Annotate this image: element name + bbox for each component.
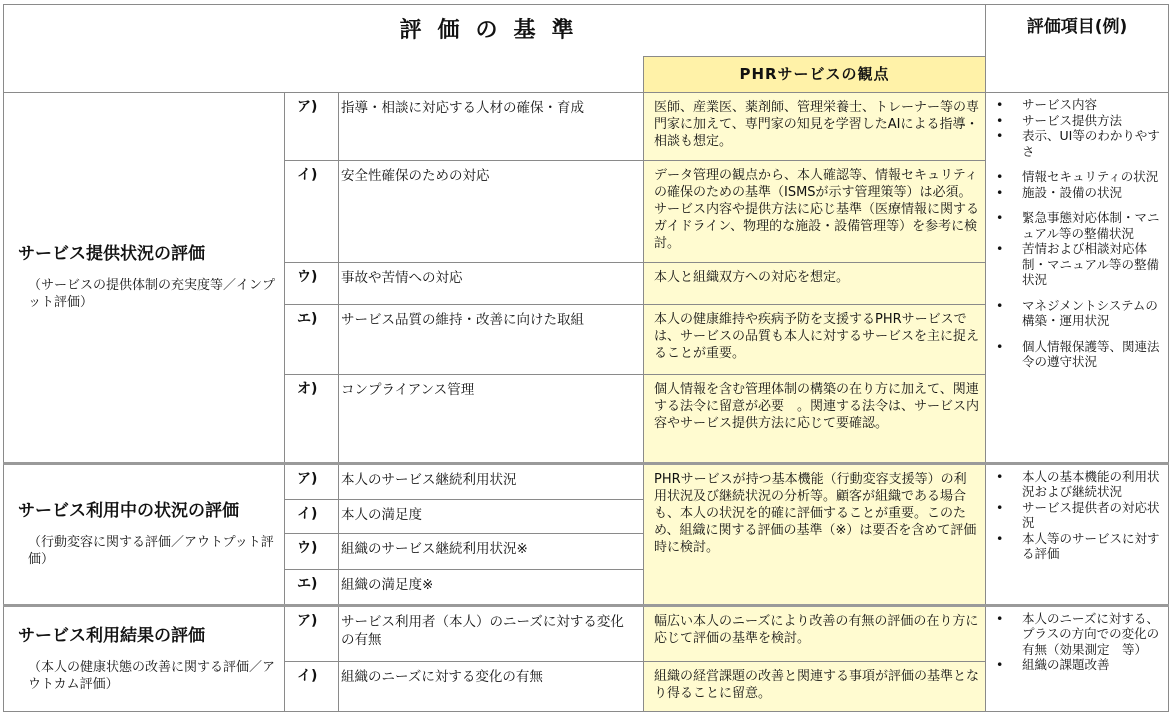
row-label: イ) [285, 161, 339, 263]
table-title: 評価の基準 [4, 5, 986, 57]
list-item: • 苦情および相談対応体制・マニュアル等の整備状況 [992, 241, 1164, 288]
list-item: • 施設・設備の状況 [992, 185, 1164, 201]
criterion-text: サービス利用者（本人）のニーズに対する変化の有無 [339, 605, 644, 661]
criterion-text: 本人の満足度 [339, 499, 644, 533]
row-label: ア) [285, 93, 339, 161]
section-title: サービス提供状況の評価 [18, 244, 205, 265]
list-item: • サービス提供方法 [992, 113, 1164, 129]
list-item: • サービス提供者の対応状況 [992, 500, 1164, 531]
list-item: • 本人のニーズに対する、プラスの方向での変化の有無（効果測定 等） [992, 611, 1164, 658]
criterion-text: 安全性確保のための対応 [339, 161, 644, 263]
row-label: ウ) [285, 263, 339, 305]
row-label: ウ) [285, 533, 339, 569]
evaluation-criteria-table [3, 4, 1169, 712]
criterion-text: 指導・相談に対応する人材の確保・育成 [339, 93, 644, 161]
items-example-header: 評価項目(例) [986, 5, 1169, 93]
phr-note: 本人と組織双方への対応を想定。 [644, 263, 986, 305]
list-item: • 緊急事態対応体制・マニュアル等の整備状況 [992, 210, 1164, 241]
list-item: • 本人の基本機能の利用状況および継続状況 [992, 469, 1164, 500]
list-item: • マネジメントシステムの構築・運用状況 [992, 298, 1164, 329]
phr-note: 組織の経営課題の改善と関連する事項が評価の基準となり得ることに留意。 [644, 661, 986, 711]
items-list-provision [986, 93, 1169, 463]
row-label: エ) [285, 569, 339, 605]
items-list-result [986, 605, 1169, 711]
row-label: オ) [285, 375, 339, 463]
phr-note: データ管理の観点から、本人確認等、情報セキュリティの確保のための基準（ISMSが示す管理策等）は必須。サービス内容や提供方法に応じ基準（医療情報に関するガイドライン、物理的な施設・設備管理等）を参考に検討。 [644, 161, 986, 263]
list-item: • 情報セキュリティの状況 [992, 169, 1164, 185]
phr-note: 幅広い本人のニーズにより改善の有無の評価の在り方に応じて評価の基準を検討。 [644, 605, 986, 661]
list-item: • 表示、UI等のわかりやすさ [992, 128, 1164, 159]
list-item: • 組織の課題改善 [992, 657, 1164, 673]
phr-perspective-header: PHRサービスの観点 [644, 57, 986, 93]
row-label: ア) [285, 605, 339, 661]
section-provision-status [4, 93, 285, 463]
section-title: サービス利用中の状況の評価 [18, 501, 239, 522]
phr-note: 本人の健康維持や疾病予防を支援するPHRサービスでは、サービスの品質も本人に対するサービスを主に捉えることが重要。 [644, 305, 986, 375]
list-item: • 本人等のサービスに対する評価 [992, 531, 1164, 562]
section-subtitle: （サービスの提供体制の充実度等／インプット評価） [28, 278, 276, 311]
row-label: ア) [285, 463, 339, 499]
section-usage-status [4, 463, 285, 605]
items-list-usage [986, 463, 1169, 605]
row-label: イ) [285, 661, 339, 711]
phr-note: PHRサービスが持つ基本機能（行動変容支援等）の利用状況及び継続状況の分析等。顧客が組織である場合も、本人の状況を的確に評価することが重要。このため、組織に関する評価の基準（※）は要否を含めて評価時に検討。 [644, 463, 986, 605]
criterion-text: 本人のサービス継続利用状況 [339, 463, 644, 499]
header-blank [4, 57, 644, 93]
criterion-text: 事故や苦情への対応 [339, 263, 644, 305]
criterion-text: 組織のニーズに対する変化の有無 [339, 661, 644, 711]
list-item: • サービス内容 [992, 97, 1164, 113]
row-label: イ) [285, 499, 339, 533]
section-title: サービス利用結果の評価 [18, 625, 205, 646]
criterion-text: サービス品質の維持・改善に向けた取組 [339, 305, 644, 375]
criterion-text: コンプライアンス管理 [339, 375, 644, 463]
row-label: エ) [285, 305, 339, 375]
criterion-text: 組織のサービス継続利用状況※ [339, 533, 644, 569]
list-item: • 個人情報保護等、関連法令の遵守状況 [992, 339, 1164, 370]
phr-note: 医師、産業医、薬剤師、管理栄養士、トレーナー等の専門家に加えて、専門家の知見を学習したAIによる指導・相談も想定。 [644, 93, 986, 161]
section-subtitle: （本人の健康状態の改善に関する評価／アウトカム評価） [28, 659, 276, 692]
section-subtitle: （行動変容に関する評価／アウトプット評価） [28, 535, 274, 568]
section-usage-result [4, 605, 285, 711]
criterion-text: 組織の満足度※ [339, 569, 644, 605]
phr-note: 個人情報を含む管理体制の構築の在り方に加えて、関連する法令に留意が必要 。関連する法令は、サービス内容やサービス提供方法に応じて要確認。 [644, 375, 986, 463]
